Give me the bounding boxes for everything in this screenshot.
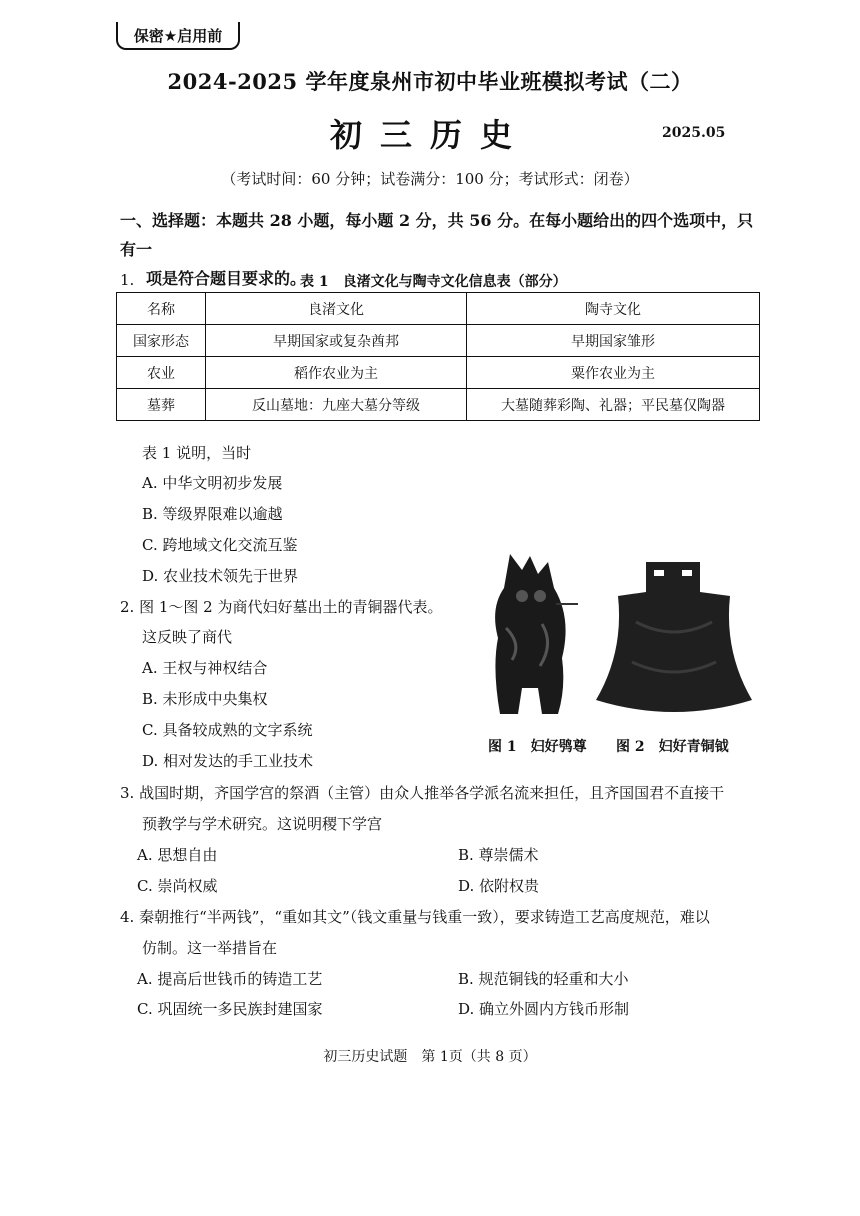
- table-row: [117, 389, 760, 421]
- q1-number: 1.: [120, 271, 135, 289]
- exam-title: 2024-2025 学年度泉州市初中毕业班模拟考试（二）: [167, 69, 693, 94]
- q1-option-c: C. 跨地域文化交流互鉴: [142, 536, 298, 554]
- q1-option-d: D. 农业技术领先于世界: [142, 567, 299, 585]
- subject-title: 初三历史: [329, 116, 530, 154]
- q1-option-b: B. 等级界限难以逾越: [142, 505, 283, 523]
- table-cell: 墓葬: [117, 389, 206, 421]
- q3-option-c: C. 崇尚权威: [137, 877, 218, 895]
- table-header-cell: 良渚文化: [206, 293, 467, 325]
- q3-stem-line2: 预教学与学术研究。这说明稷下学宫: [142, 815, 383, 833]
- q3-option-d: D. 依附权贵: [458, 877, 540, 895]
- q4-option-a: A. 提高后世钱币的铸造工艺: [137, 970, 323, 988]
- fig1-caption: 图 1 妇好鸮尊: [488, 739, 587, 755]
- q3-stem-line1: 3. 战国时期，齐国学宫的祭酒（主管）由众人推举各学派名流来担任，且齐国国君不直接干: [120, 784, 725, 802]
- q1-info-table: [116, 292, 760, 421]
- q2-option-b: B. 未形成中央集权: [142, 690, 268, 708]
- table-header-cell: 名称: [117, 293, 206, 325]
- owl-zun-image: [482, 548, 580, 720]
- table-cell: 早期国家或复杂酋邦: [206, 325, 467, 357]
- table-cell: 早期国家雏形: [467, 325, 760, 357]
- q2-stem-line1: 2. 图 1～图 2 为商代妇好墓出土的青铜器代表。: [120, 598, 443, 616]
- q1-option-a: A. 中华文明初步发展: [142, 474, 283, 492]
- q1-table-caption: 表 1 良渚文化与陶寺文化信息表（部分）: [300, 274, 567, 290]
- table-row: [117, 357, 760, 389]
- table-cell: 国家形态: [117, 325, 206, 357]
- q4-option-d: D. 确立外圆内方钱币形制: [458, 1000, 630, 1018]
- q4-stem-line1: 4. 秦朝推行“半两钱”，“重如其文”（钱文重量与钱重一致），要求铸造工艺高度规范，难以: [120, 908, 710, 926]
- table-row: [117, 325, 760, 357]
- page-footer: 初三历史试题 第 1页（共 8 页）: [323, 1049, 537, 1065]
- q4-option-b: B. 规范铜钱的轻重和大小: [458, 970, 629, 988]
- section-heading-line1: 一、选择题：本题共 28 小题，每小题 2 分，共 56 分。在每小题给出的四个选项中，只有一: [120, 211, 754, 259]
- table-header-row: [117, 293, 760, 325]
- table-cell: 粟作农业为主: [467, 357, 760, 389]
- q3-option-a: A. 思想自由: [137, 846, 218, 864]
- table-cell: 稻作农业为主: [206, 357, 467, 389]
- section-heading-line2: 项是符合题目要求的。: [146, 269, 307, 288]
- q4-option-c: C. 巩固统一多民族封建国家: [137, 1000, 323, 1018]
- exam-info: （考试时间：60 分钟；试卷满分：100 分；考试形式：闭卷）: [221, 170, 639, 188]
- table-cell: 农业: [117, 357, 206, 389]
- q3-option-b: B. 尊崇儒术: [458, 846, 539, 864]
- fig2-caption: 图 2 妇好青铜钺: [616, 739, 729, 755]
- q2-option-d: D. 相对发达的手工业技术: [142, 752, 314, 770]
- table-header-cell: 陶寺文化: [467, 293, 760, 325]
- q4-stem-line2: 仿制。这一举措旨在: [142, 939, 278, 957]
- confidential-label: 保密★启用前: [116, 22, 240, 50]
- q2-option-a: A. 王权与神权结合: [142, 659, 268, 677]
- bronze-axe-image: [596, 562, 752, 722]
- exam-date: 2025.05: [662, 125, 726, 141]
- q2-option-c: C. 具备较成熟的文字系统: [142, 721, 313, 739]
- table-cell: 大墓随葬彩陶、礼器；平民墓仅陶器: [467, 389, 760, 421]
- table-cell: 反山墓地：九座大墓分等级: [206, 389, 467, 421]
- q2-stem-line2: 这反映了商代: [142, 628, 233, 646]
- q1-stem: 表 1 说明，当时: [142, 444, 252, 462]
